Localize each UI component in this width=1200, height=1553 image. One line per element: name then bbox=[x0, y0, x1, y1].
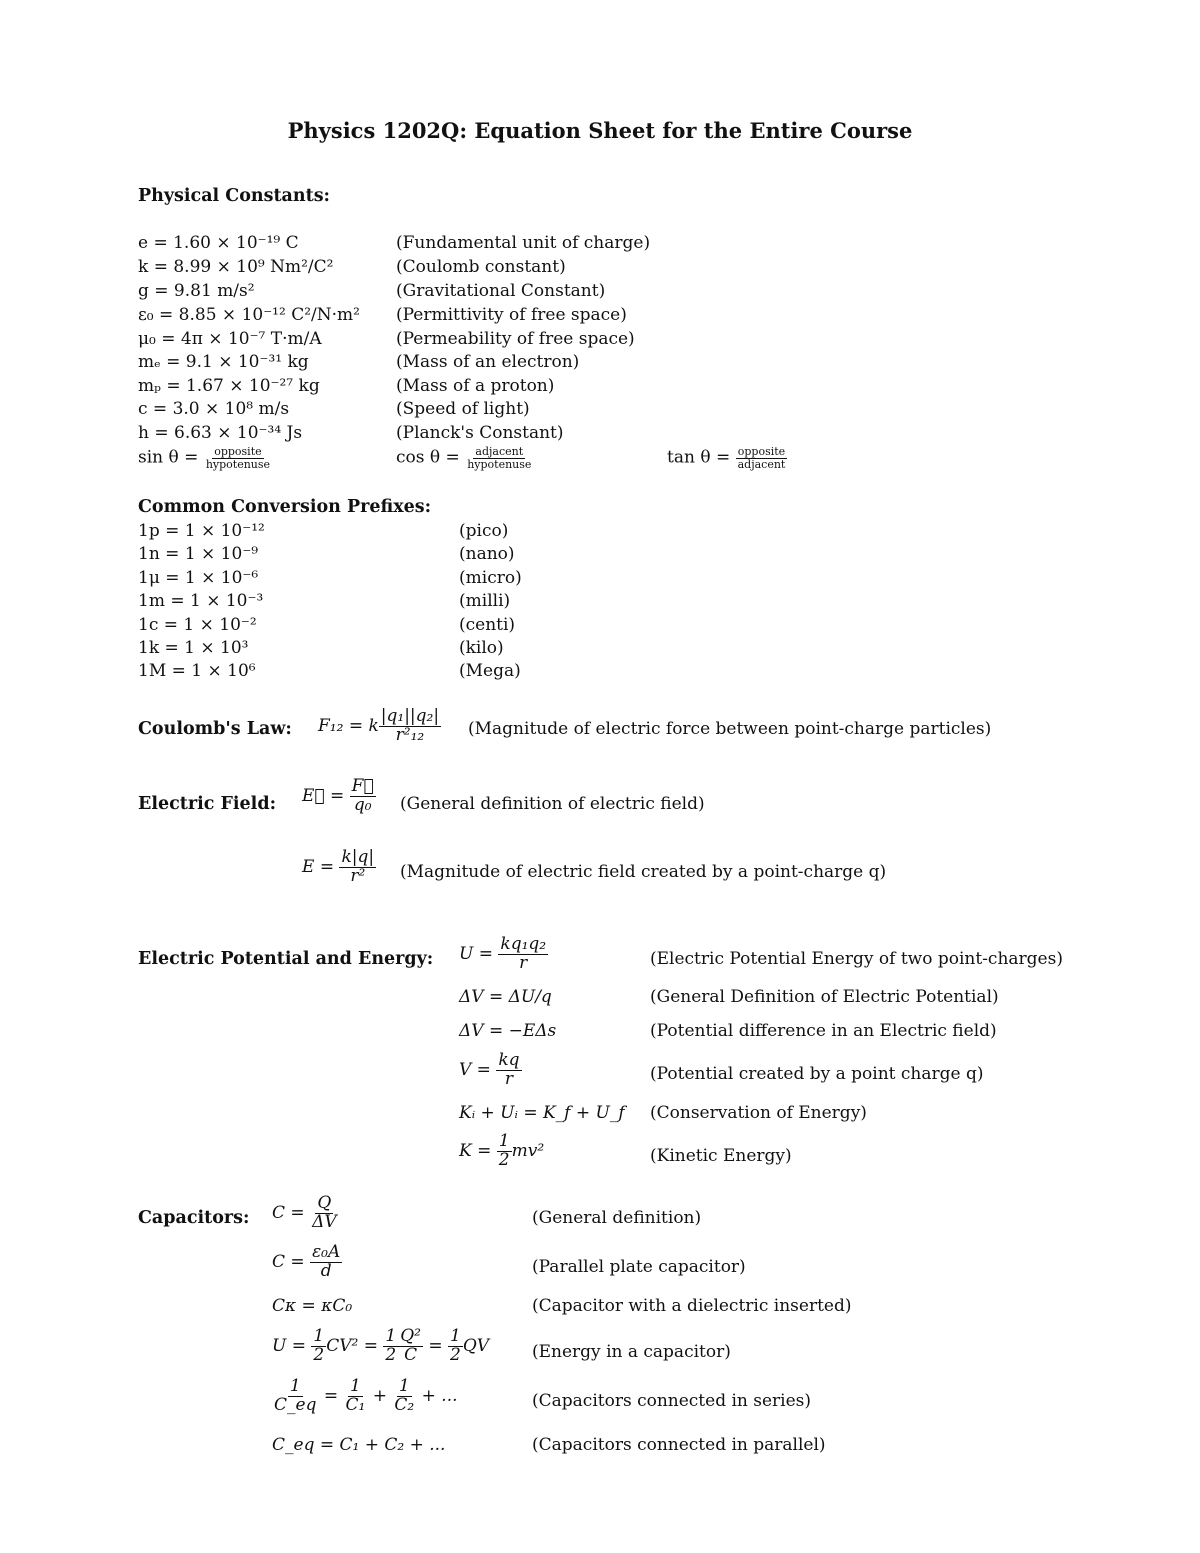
series-plus: + bbox=[372, 1385, 387, 1406]
energy-lhs: U = bbox=[272, 1335, 306, 1356]
energy-a-fraction bbox=[311, 1328, 326, 1365]
sin-numerator: opposite bbox=[214, 445, 262, 458]
field-eq1-denominator: q₀ bbox=[353, 794, 372, 815]
series-equals: = bbox=[323, 1385, 339, 1406]
kinetic-equation bbox=[459, 1133, 544, 1170]
energy-b-numerator: 1 bbox=[385, 1326, 397, 1346]
prefix-desc: (pico) bbox=[459, 521, 509, 541]
capacitance-definition bbox=[272, 1195, 339, 1232]
coulomb-numerator: |q₁||q₂| bbox=[380, 706, 440, 726]
field-eq1-fraction bbox=[350, 778, 376, 815]
constant-eq: mₚ = 1.67 × 10⁻²⁷ kg bbox=[138, 376, 320, 396]
u-denominator: r bbox=[519, 952, 528, 973]
field-eq2-numerator: k|q| bbox=[341, 847, 375, 867]
constant-desc: (Mass of an electron) bbox=[396, 352, 580, 372]
coulomb-equation bbox=[318, 708, 441, 745]
constant-desc: (Planck's Constant) bbox=[396, 423, 564, 443]
coulomb-desc: (Magnitude of electric force between point-charge particles) bbox=[468, 719, 992, 739]
cos-lhs: cos θ = bbox=[396, 447, 460, 468]
energy-b2-denominator: C bbox=[404, 1344, 418, 1365]
prefix-desc: (nano) bbox=[459, 544, 515, 564]
field-eq2-desc: (Magnitude of electric field created by a point-charge q) bbox=[400, 862, 887, 882]
series-b-numerator: 1 bbox=[398, 1376, 410, 1396]
constant-eq: mₑ = 9.1 × 10⁻³¹ kg bbox=[138, 352, 309, 372]
c2-numerator: ε₀A bbox=[312, 1242, 341, 1262]
k-denominator: 2 bbox=[498, 1149, 510, 1170]
field-eq1-desc: (General definition of electric field) bbox=[400, 794, 705, 814]
c3-desc: (Capacitor with a dielectric inserted) bbox=[532, 1296, 852, 1316]
cos-numerator: adjacent bbox=[475, 445, 524, 458]
series-equation bbox=[272, 1378, 458, 1415]
energy-a-rhs: CV² = bbox=[326, 1335, 378, 1356]
v-numerator: kq bbox=[498, 1050, 520, 1070]
energy-a-numerator: 1 bbox=[313, 1326, 325, 1346]
constant-desc: (Mass of a proton) bbox=[396, 376, 555, 396]
prefix-eq: 1k = 1 × 10³ bbox=[138, 638, 249, 658]
c2-desc: (Parallel plate capacitor) bbox=[532, 1257, 746, 1277]
prefix-eq: 1n = 1 × 10⁻⁹ bbox=[138, 544, 259, 564]
c2-denominator: d bbox=[320, 1260, 332, 1281]
page-title: Physics 1202Q: Equation Sheet for the Entire Course bbox=[287, 118, 913, 143]
prefixes-heading: Common Conversion Prefixes: bbox=[138, 497, 432, 517]
constant-eq: h = 6.63 × 10⁻³⁴ Js bbox=[138, 423, 303, 443]
u-fraction bbox=[498, 936, 548, 973]
field-equation-2 bbox=[302, 849, 376, 886]
field-eq1-numerator: F⃗ bbox=[351, 776, 374, 796]
v-desc: (Potential created by a point charge q) bbox=[650, 1064, 984, 1084]
constant-desc: (Permeability of free space) bbox=[396, 329, 635, 349]
field-eq1-lhs: E⃗ = bbox=[302, 785, 345, 806]
constant-eq: e = 1.60 × 10⁻¹⁹ C bbox=[138, 233, 299, 253]
cos-denominator: hypotenuse bbox=[467, 457, 532, 471]
field-equation-1 bbox=[302, 778, 376, 815]
constant-eq: c = 3.0 × 10⁸ m/s bbox=[138, 399, 290, 419]
tan-numerator: opposite bbox=[737, 445, 786, 458]
k-fraction bbox=[497, 1133, 512, 1170]
delta-v-field-desc: (Potential difference in an Electric field) bbox=[650, 1021, 997, 1041]
series-numerator: 1 bbox=[289, 1376, 301, 1396]
parallel-desc: (Capacitors connected in parallel) bbox=[532, 1435, 826, 1455]
cos-definition bbox=[396, 446, 533, 470]
energy-desc: (Energy in a capacitor) bbox=[532, 1342, 731, 1362]
u-numerator: kq₁q₂ bbox=[500, 934, 547, 954]
c1-desc: (General definition) bbox=[532, 1208, 702, 1228]
field-heading: Electric Field: bbox=[138, 794, 277, 814]
coulomb-lhs: F₁₂ = k bbox=[318, 715, 379, 736]
sin-lhs: sin θ = bbox=[138, 447, 199, 468]
prefix-eq: 1μ = 1 × 10⁻⁶ bbox=[138, 568, 259, 588]
series-a-denominator: C₁ bbox=[345, 1394, 366, 1415]
field-eq2-fraction bbox=[339, 849, 376, 886]
energy-b2-numerator: Q² bbox=[400, 1326, 421, 1346]
c1-lhs: C = bbox=[272, 1202, 305, 1223]
prefix-eq: 1M = 1 × 10⁶ bbox=[138, 661, 256, 681]
constant-desc: (Gravitational Constant) bbox=[396, 281, 606, 301]
field-eq2-lhs: E = bbox=[302, 856, 335, 877]
tan-definition bbox=[667, 446, 787, 470]
coulomb-heading: Coulomb's Law: bbox=[138, 719, 292, 739]
capacitors-heading: Capacitors: bbox=[138, 1208, 250, 1228]
coulomb-denominator: r²₁₂ bbox=[395, 724, 425, 745]
delta-v-definition-desc: (General Definition of Electric Potential) bbox=[650, 987, 999, 1007]
point-potential-equation bbox=[459, 1052, 522, 1089]
prefix-desc: (centi) bbox=[459, 615, 516, 635]
energy-c-denominator: 2 bbox=[450, 1344, 461, 1365]
parallel-equation: C_eq = C₁ + C₂ + ... bbox=[272, 1435, 446, 1455]
c2-lhs: C = bbox=[272, 1251, 305, 1272]
sin-denominator: hypotenuse bbox=[205, 457, 271, 471]
k-numerator: 1 bbox=[498, 1131, 510, 1151]
series-desc: (Capacitors connected in series) bbox=[532, 1391, 812, 1411]
coulomb-fraction bbox=[379, 708, 441, 745]
cos-fraction bbox=[465, 446, 533, 470]
v-fraction bbox=[496, 1052, 521, 1089]
conservation-equation: Kᵢ + Uᵢ = K_f + U_f bbox=[459, 1103, 625, 1123]
constant-eq: k = 8.99 × 10⁹ Nm²/C² bbox=[138, 257, 334, 277]
constant-desc: (Coulomb constant) bbox=[396, 257, 566, 277]
prefix-desc: (Mega) bbox=[459, 661, 521, 681]
energy-c-fraction bbox=[448, 1328, 463, 1365]
capacitor-energy-equation bbox=[272, 1328, 489, 1365]
c1-denominator: ΔV bbox=[312, 1211, 337, 1232]
series-lhs-fraction bbox=[272, 1378, 318, 1415]
energy-a-denominator: 2 bbox=[313, 1344, 325, 1365]
constant-desc: (Speed of light) bbox=[396, 399, 530, 419]
prefix-desc: (milli) bbox=[459, 591, 511, 611]
parallel-plate-equation bbox=[272, 1244, 342, 1281]
prefix-eq: 1p = 1 × 10⁻¹² bbox=[138, 521, 265, 541]
potential-energy-equation bbox=[459, 936, 548, 973]
prefix-desc: (micro) bbox=[459, 568, 522, 588]
series-b-fraction bbox=[392, 1378, 416, 1415]
u-desc: (Electric Potential Energy of two point-charges) bbox=[650, 949, 1063, 969]
conservation-desc: (Conservation of Energy) bbox=[650, 1103, 867, 1123]
sin-fraction bbox=[204, 446, 272, 470]
energy-b-rhs: = bbox=[428, 1335, 443, 1356]
c1-numerator: Q bbox=[317, 1193, 332, 1213]
prefix-eq: 1c = 1 × 10⁻² bbox=[138, 615, 257, 635]
constant-eq: ε₀ = 8.85 × 10⁻¹² C²/N·m² bbox=[138, 305, 360, 325]
energy-b-denominator: 2 bbox=[385, 1344, 397, 1365]
energy-b-fraction bbox=[383, 1328, 398, 1365]
tan-denominator: adjacent bbox=[737, 457, 786, 471]
sin-definition bbox=[138, 446, 272, 470]
energy-c-rhs: QV bbox=[462, 1335, 490, 1356]
v-lhs: V = bbox=[459, 1059, 491, 1080]
constants-heading: Physical Constants: bbox=[138, 186, 331, 206]
constant-eq: g = 9.81 m/s² bbox=[138, 281, 255, 301]
delta-v-field: ΔV = −EΔs bbox=[459, 1021, 557, 1041]
series-b-denominator: C₂ bbox=[394, 1394, 415, 1415]
energy-c-numerator: 1 bbox=[450, 1326, 461, 1346]
k-rhs: mv² bbox=[511, 1140, 545, 1161]
series-rest: + ... bbox=[421, 1385, 458, 1406]
c1-fraction bbox=[310, 1195, 339, 1232]
tan-lhs: tan θ = bbox=[667, 447, 731, 468]
field-eq2-denominator: r² bbox=[350, 865, 366, 886]
v-denominator: r bbox=[504, 1068, 513, 1089]
constant-desc: (Fundamental unit of charge) bbox=[396, 233, 651, 253]
prefix-eq: 1m = 1 × 10⁻³ bbox=[138, 591, 264, 611]
series-denominator: C_eq bbox=[274, 1394, 317, 1415]
k-lhs: K = bbox=[459, 1140, 492, 1161]
tan-fraction bbox=[736, 446, 788, 470]
delta-v-definition: ΔV = ΔU/q bbox=[459, 987, 552, 1007]
constant-desc: (Permittivity of free space) bbox=[396, 305, 627, 325]
kinetic-desc: (Kinetic Energy) bbox=[650, 1146, 792, 1166]
constant-eq: μ₀ = 4π × 10⁻⁷ T·m/A bbox=[138, 329, 322, 349]
potential-heading: Electric Potential and Energy: bbox=[138, 949, 434, 969]
dielectric-equation: Cκ = κC₀ bbox=[272, 1296, 353, 1316]
u-lhs: U = bbox=[459, 943, 493, 964]
series-a-fraction bbox=[344, 1378, 368, 1415]
c2-fraction bbox=[310, 1244, 342, 1281]
prefix-desc: (kilo) bbox=[459, 638, 504, 658]
energy-b2-fraction bbox=[398, 1328, 423, 1365]
series-a-numerator: 1 bbox=[350, 1376, 361, 1396]
